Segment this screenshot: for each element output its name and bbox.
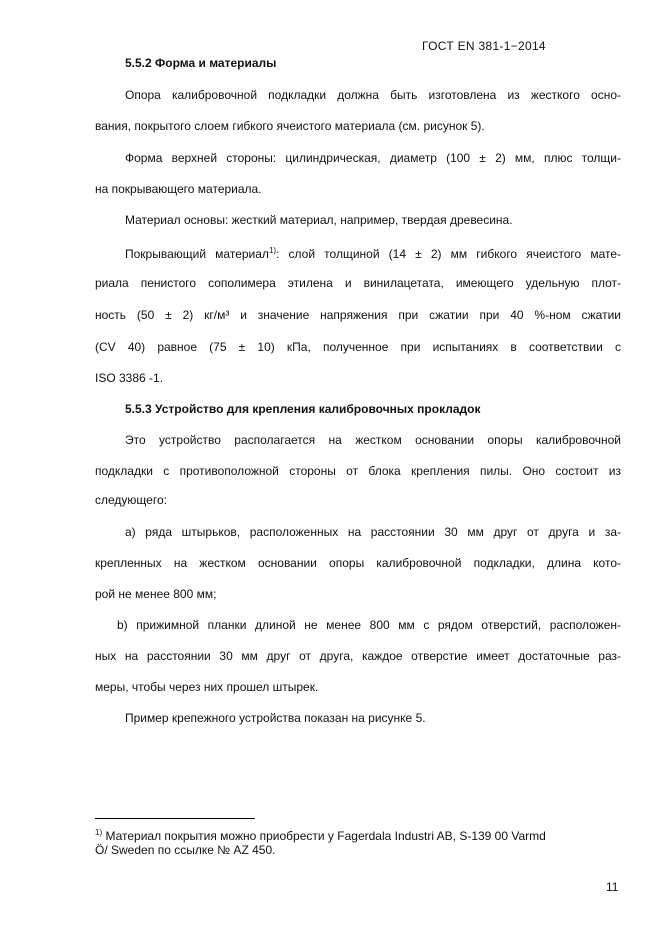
- paragraph-line: Пример крепежного устройства показан на рисунке 5.: [125, 711, 426, 725]
- paragraph-line: (CV 40) равное (75 ± 10) кПа, полученное при испытаниях в соответствии с: [95, 340, 621, 354]
- list-item-a-continued: крепленных на жестком основании опоры калибровочной подкладки, длина кото-: [95, 556, 621, 570]
- paragraph-line-with-footnote-ref: [125, 243, 621, 262]
- page-number: 11: [606, 880, 619, 894]
- paragraph-line: на покрывающего материала.: [95, 182, 262, 196]
- list-item-a-continued: рой не менее 800 мм;: [95, 587, 217, 601]
- section-heading-5-5-2: 5.5.2 Форма и материалы: [125, 56, 277, 70]
- footnote-separator: [95, 818, 255, 819]
- paragraph-line: ность (50 ± 2) кг/м³ и значение напряжения при сжатии при 40 %-ном сжатии: [95, 308, 621, 322]
- footnote-line: Ö/ Sweden по ссылке № AZ 450.: [95, 843, 276, 857]
- document-standard-header: ГОСТ EN 381-1−2014: [422, 39, 546, 53]
- paragraph-line: следующего:: [95, 493, 167, 507]
- footnote-marker: 1): [95, 828, 103, 837]
- paragraph-line: вания, покрытого слоем гибкого ячеистого материала (см. рисунок 5).: [95, 119, 485, 133]
- paragraph-line: ISO 3386 -1.: [95, 371, 164, 385]
- paragraph-line: Материал основы: жесткий материал, например, твердая древесина.: [125, 213, 513, 227]
- list-item-b-continued: ных на расстоянии 30 мм друг от друга, каждое отверстие имеет достаточные раз-: [95, 649, 621, 663]
- footnote-text: Материал покрытия можно приобрести у Fagerdala Industri AB, S-139 00 Varmd: [102, 829, 546, 843]
- cover-material-label: Покрывающий материал: [125, 247, 269, 261]
- paragraph-line: Это устройство располагается на жестком основании опоры калибровочной: [125, 433, 621, 447]
- paragraph-line: Опора калибровочной подкладки должна быть изготовлена из жесткого осно-: [125, 88, 621, 102]
- section-heading-5-5-3: 5.5.3 Устройство для крепления калибровочных прокладок: [125, 402, 481, 416]
- list-item-b: b) прижимной планки длиной не менее 800 мм с рядом отверстий, расположен-: [117, 618, 621, 632]
- cover-material-text: : слой толщиной (14 ± 2) мм гибкого ячеистого мате-: [276, 247, 622, 261]
- paragraph-line: Форма верхней стороны: цилиндрическая, диаметр (100 ± 2) мм, плюс толщи-: [125, 151, 621, 165]
- paragraph-line: подкладки с противоположной стороны от блока крепления пилы. Оно состоит из: [95, 464, 621, 478]
- list-item-b-continued: меры, чтобы через них прошел штырек.: [95, 680, 319, 694]
- paragraph-line: риала пенистого сополимера этилена и винилацетата, имеющего удельную плот-: [95, 276, 621, 290]
- list-item-a: а) ряда штырьков, расположенных на расстоянии 30 мм друг от друга и за-: [125, 525, 621, 539]
- footnote-reference: 1): [268, 246, 277, 255]
